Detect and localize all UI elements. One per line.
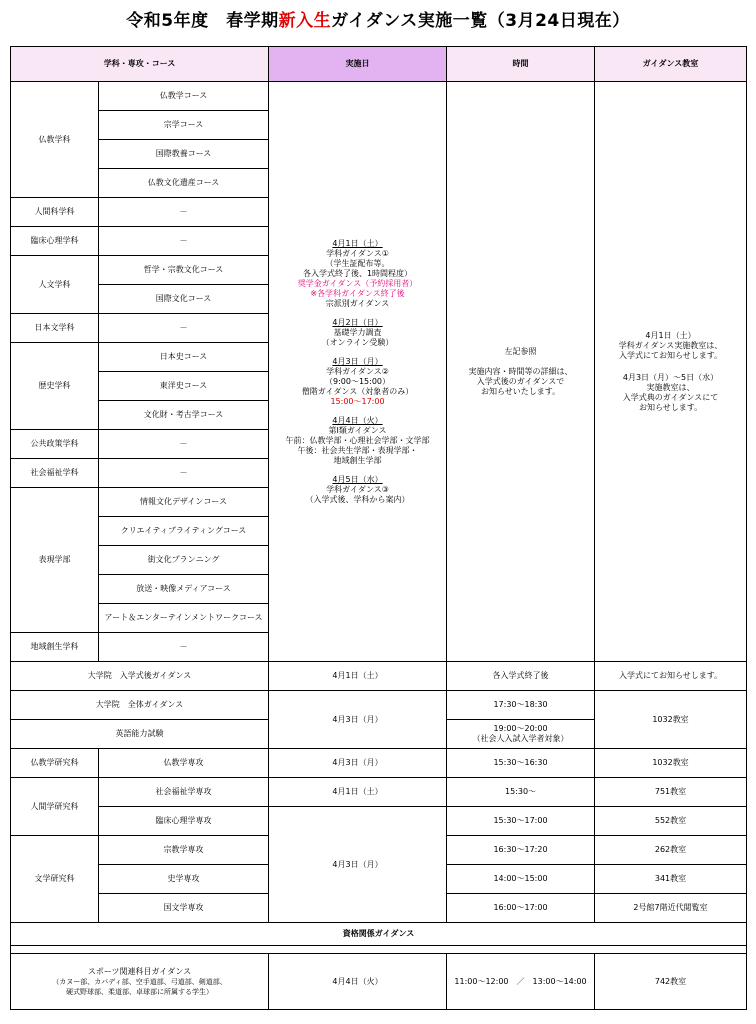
dept-cell: 人間科学科 [11, 198, 99, 227]
header-time: 時間 [447, 47, 595, 82]
header-row [11, 47, 747, 82]
dept-cell: 歴史学科 [11, 343, 99, 430]
room-cell: 1032教室 [595, 691, 747, 749]
table-row [11, 778, 747, 807]
header-date: 実施日 [269, 47, 447, 82]
time-cell: 16:00～17:00 [447, 894, 595, 923]
title-highlight: 新入生 [278, 11, 332, 31]
grad-name-cell: 大学院 入学式後ガイダンス [11, 662, 269, 691]
room-cell: 1032教室 [595, 749, 747, 778]
dept-cell: 仏教学科 [11, 82, 99, 198]
course-cell: 東洋史コース [99, 372, 269, 401]
time-cell: 15:30～17:00 [447, 807, 595, 836]
course-cell: － [99, 198, 269, 227]
course-cell: 哲学・宗教文化コース [99, 256, 269, 285]
section-row [11, 923, 747, 946]
course-cell: － [99, 459, 269, 488]
course-cell: 放送・映像メディアコース [99, 575, 269, 604]
table-row [11, 662, 747, 691]
course-cell: 文化財・考古学コース [99, 401, 269, 430]
room-cell: 341教室 [595, 865, 747, 894]
undergrad-time-cell: 左記参照 実施内容・時間等の詳細は、 入学式後のガイダンスで お知らせいたします。 [447, 82, 595, 662]
course-cell: 臨床心理学専攻 [99, 807, 269, 836]
table-row [11, 691, 747, 720]
date-cell: 4月3日（月） [269, 807, 447, 923]
dept-cell: 人文学科 [11, 256, 99, 314]
course-cell: 国際教養コース [99, 140, 269, 169]
course-cell: － [99, 227, 269, 256]
course-cell: 日本史コース [99, 343, 269, 372]
course-cell: 情報文化デザインコース [99, 488, 269, 517]
course-cell: 国際文化コース [99, 285, 269, 314]
course-cell: スポーツ関連科目ガイダンス （カヌー部、カバディ部、空手道部、弓道部、剣道部、 硬式野球部、柔道部、卓球部に所属する学生） [11, 954, 269, 1010]
table-row [11, 954, 747, 1010]
dept-cell: 人間学研究科 [11, 778, 99, 836]
course-cell: － [99, 633, 269, 662]
time-cell: 11:00～12:00 ／ 13:00～14:00 [447, 954, 595, 1010]
date-cell: 4月3日（月） [269, 749, 447, 778]
header-room: ガイダンス教室 [595, 47, 747, 82]
date-cell: 4月3日（月） [269, 691, 447, 749]
date-cell: 4月4日（火） [269, 954, 447, 1010]
course-cell: クリエイティブライティングコース [99, 517, 269, 546]
undergrad-room-cell: 4月1日（土） 学科ガイダンス実施教室は、 入学式にてお知らせします。 4月3日（月）～5日（水） 実施教室は、 入学式典のガイダンスにて お知らせします。 [595, 82, 747, 662]
date-cell: 4月1日（土） [269, 778, 447, 807]
course-cell: 街文化プランニング [99, 546, 269, 575]
course-cell: 史学専攻 [99, 865, 269, 894]
course-cell: 宗教学専攻 [99, 836, 269, 865]
room-cell: 552教室 [595, 807, 747, 836]
time-cell: 16:30～17:20 [447, 836, 595, 865]
room-cell: 入学式にてお知らせします。 [595, 662, 747, 691]
course-cell: － [99, 314, 269, 343]
time-cell: 14:00～15:00 [447, 865, 595, 894]
table-row [11, 749, 747, 778]
date-cell: 4月1日（土） [269, 662, 447, 691]
spacer-row [11, 946, 747, 954]
page-title: 令和5年度 春学期新入生ガイダンス実施一覧（3月24日現在） [126, 11, 630, 31]
dept-cell: 臨床心理学科 [11, 227, 99, 256]
dept-cell: 文学研究科 [11, 836, 99, 923]
time-cell: 19:00～20:00 （社会人入試入学者対象） [447, 720, 595, 749]
dept-cell: 地域創生学科 [11, 633, 99, 662]
course-cell: 社会福祉学専攻 [99, 778, 269, 807]
time-cell: 17:30～18:30 [447, 691, 595, 720]
room-cell: 751教室 [595, 778, 747, 807]
time-cell: 15:30～16:30 [447, 749, 595, 778]
course-cell: 仏教学コース [99, 82, 269, 111]
table-row [11, 82, 747, 111]
table-row [11, 807, 747, 836]
dept-cell: 社会福祉学科 [11, 459, 99, 488]
dept-cell: 仏教学研究科 [11, 749, 99, 778]
dept-cell: 表現学部 [11, 488, 99, 633]
schedule-table [10, 46, 747, 1010]
section-title: 資格関係ガイダンス [11, 923, 747, 946]
course-cell: － [99, 430, 269, 459]
room-cell: 262教室 [595, 836, 747, 865]
course-cell: アート＆エンターテインメントワークコース [99, 604, 269, 633]
course-cell: 仏教学専攻 [99, 749, 269, 778]
undergrad-date-cell: 4月1日（土） 学科ガイダンス① （学生証配布等。 各入学式終了後、1時間程度） 奨学金ガイダンス（予約採用者） ※各学科ガイダンス終了後 宗派別ガイダンス 4月2日（日） 基礎学力調査 （オンライン受験） 4月3日（月） 学科ガイダンス② （9:00～15:00） 僧階ガイダンス（対象者のみ） 15:00～17:00 4月4日（火） 第Ⅰ類ガイダンス 午前：仏教学部・心理社会学部・文学部 午後：社会共生学部・表現学部・ 地域創生学部 4月5日（水） 学科ガイダンス③ （入学式後、学科から案内） [269, 82, 447, 662]
header-dept: 学科・専攻・コース [11, 47, 269, 82]
grad-name-cell: 大学院 全体ガイダンス [11, 691, 269, 720]
time-cell: 15:30～ [447, 778, 595, 807]
room-cell: 2号館7階近代閲覧室 [595, 894, 747, 923]
dept-cell: 公共政策学科 [11, 430, 99, 459]
course-cell: 仏教文化遺産コース [99, 169, 269, 198]
dept-cell: 日本文学科 [11, 314, 99, 343]
room-cell: 742教室 [595, 954, 747, 1010]
grad-name-cell: 英語能力試験 [11, 720, 269, 749]
course-cell: 国文学専攻 [99, 894, 269, 923]
course-cell: 宗学コース [99, 111, 269, 140]
time-cell: 各入学式終了後 [447, 662, 595, 691]
